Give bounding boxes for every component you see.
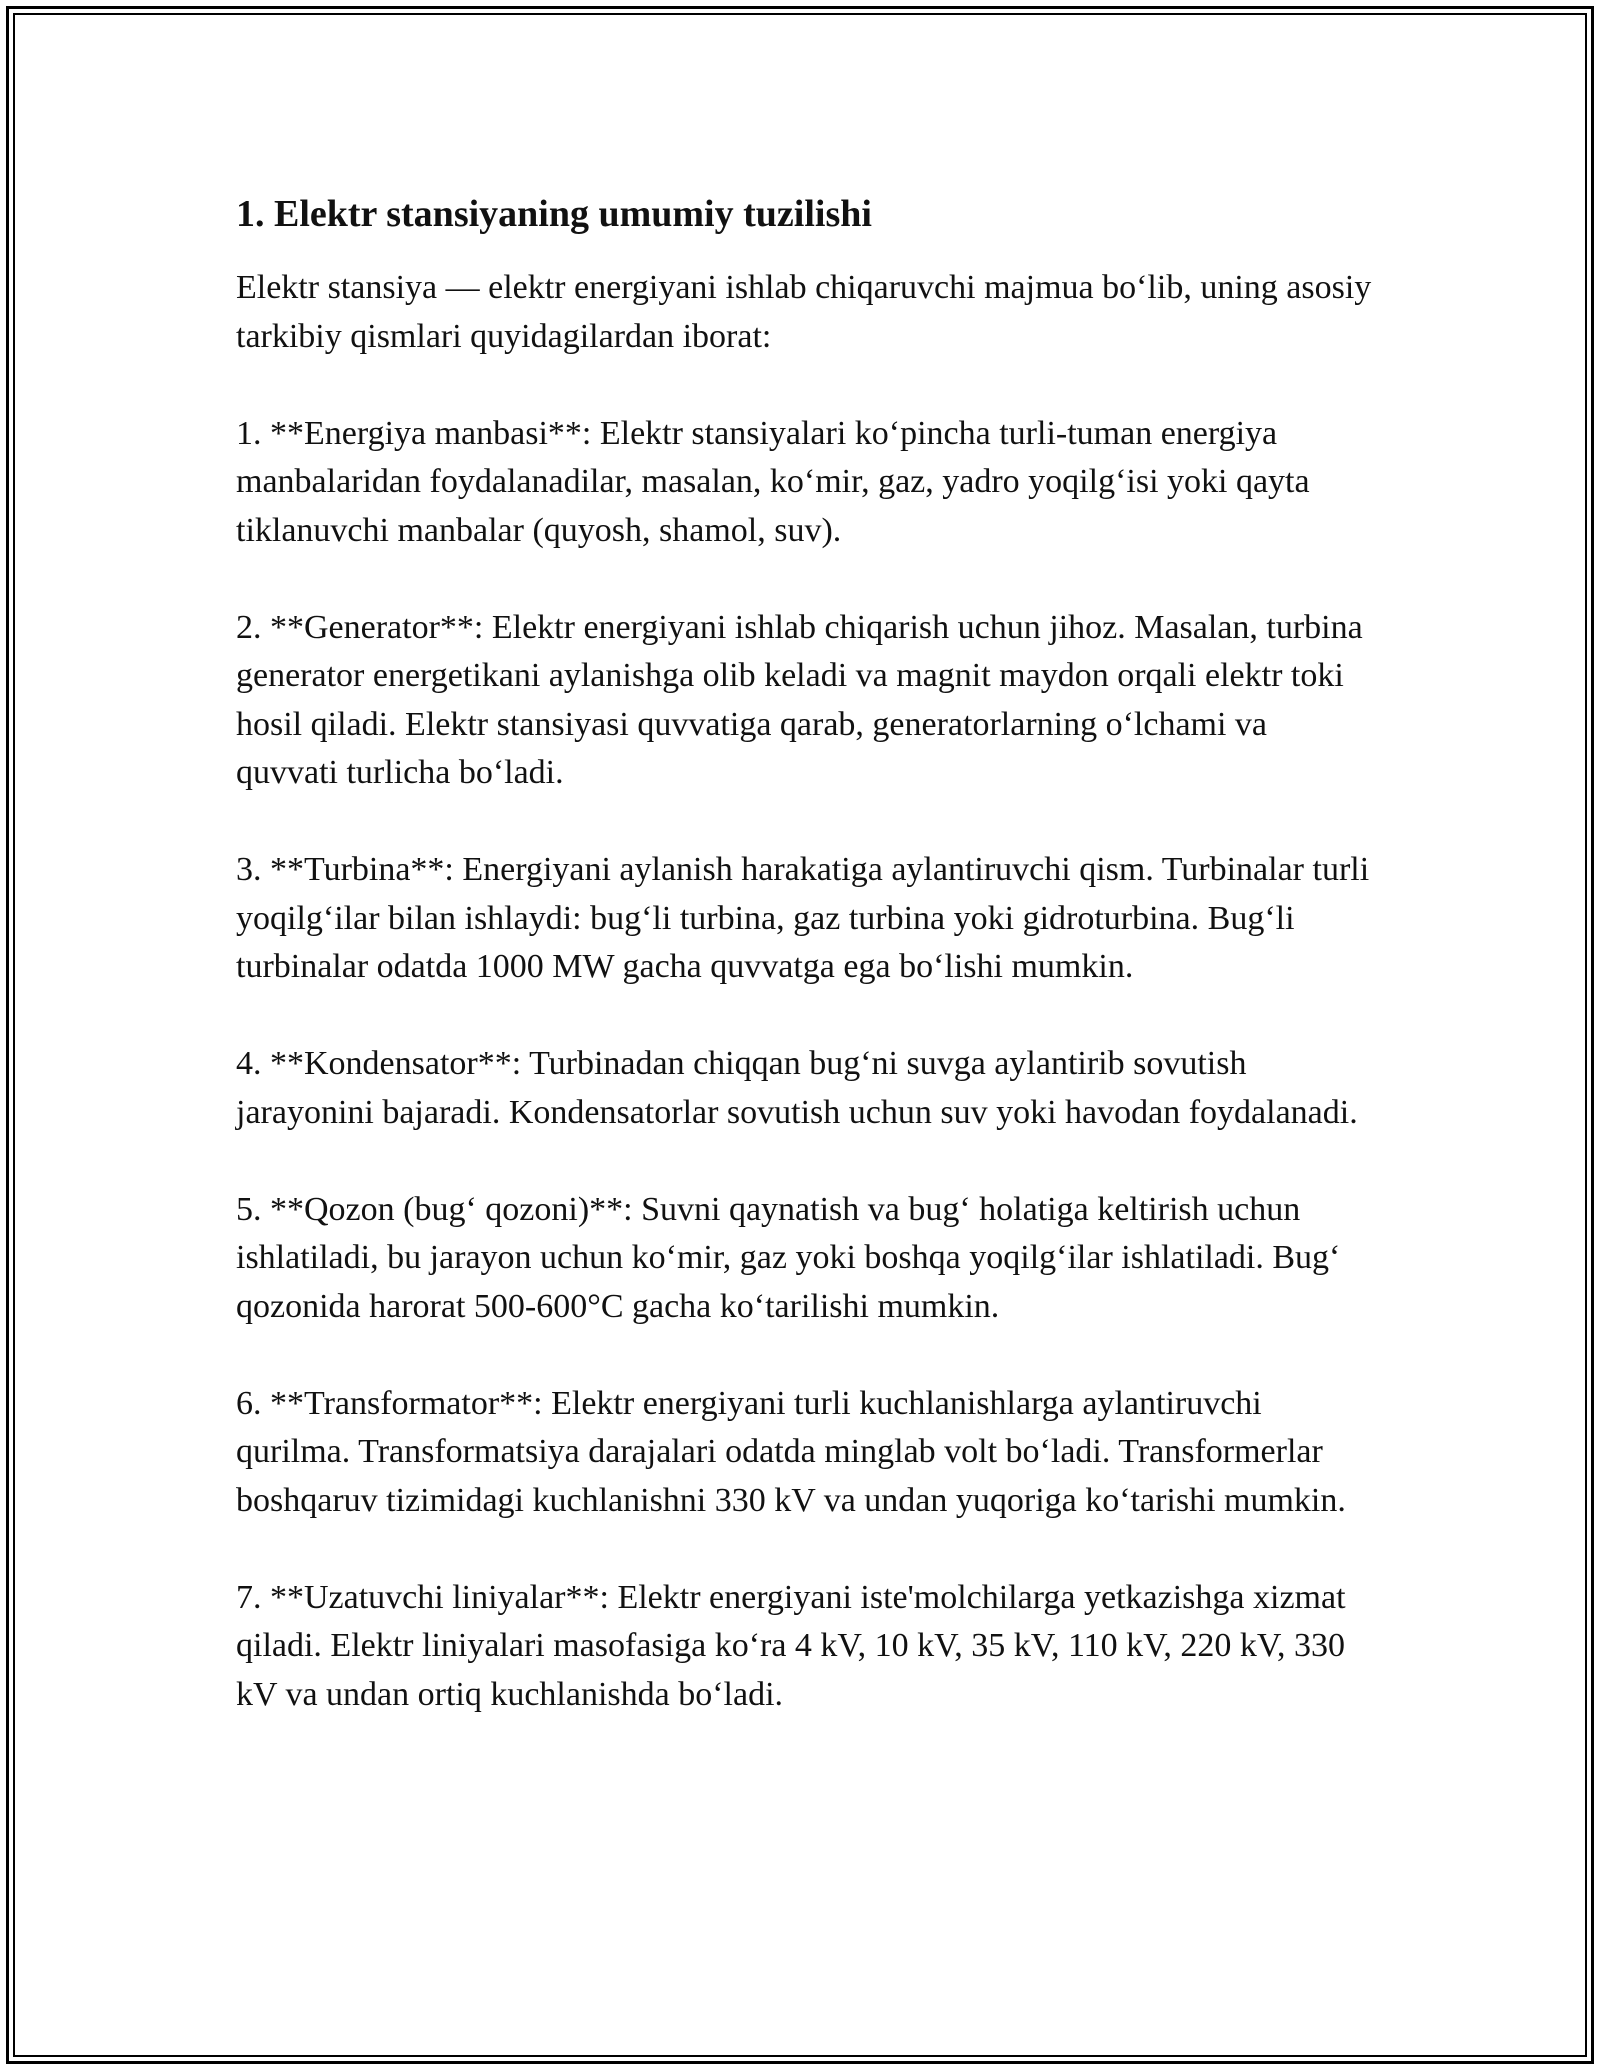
intro-paragraph: Elektr stansiya — elektr energiyani ishlab chiqaruvchi majmua bo‘lib, uning asosiy tarkibiy qismlari quyidagilardan iborat:: [236, 269, 1372, 355]
list-item-turbine: 3. **Turbina**: Energiyani aylanish harakatiga aylantiruvchi qism. Turbinalar turli yoqilg‘ilar bilan ishlaydi: bug‘li turbina, gaz turbina yoki gidroturbina. Bug‘li turbinalar odatda 1000 MW gacha quvvatga ega bo‘lishi mumkin.: [236, 851, 1370, 985]
list-item-energy-source: 1. **Energiya manbasi**: Elektr stansiyalari ko‘pincha turli-tuman energiya manbalaridan foydalanadilar, masalan, ko‘mir, gaz, yadro yoqilg‘isi yoki qayta tiklanuvchi manbalar (quyosh, shamol, suv).: [236, 414, 1310, 549]
list-item-boiler: 5. **Qozon (bug‘ qozoni)**: Suvni qaynatish va bug‘ holatiga keltirish uchun ishlatiladi, bu jarayon uchun ko‘mir, gaz yoki boshqa yoqilg‘ilar ishlatiladi. Bug‘ qozonida harorat 500-600°C gacha ko‘tarilishi mumkin.: [236, 1190, 1341, 1325]
list-item-condenser: 4. **Kondensator**: Turbinadan chiqqan bug‘ni suvga aylantirib sovutish jarayonini bajaradi. Kondensatorlar sovutish uchun suv yoki havodan foydalanadi.: [236, 1045, 1358, 1131]
document-title: 1. Elektr stansiyaning umumiy tuzilishi: [236, 193, 872, 235]
document-body: [236, 190, 1376, 1768]
list-item-generator: 2. **Generator**: Elektr energiyani ishlab chiqarish uchun jihoz. Masalan, turbina generator energetikani aylanishga olib keladi va magnit maydon orqali elektr toki hosil qiladi. Elektr stansiyasi quvvatiga qarab, generatorlarning o‘lchami va quvvati turlicha bo‘ladi.: [236, 608, 1363, 791]
list-item-transmission-lines: 7. **Uzatuvchi liniyalar**: Elektr energiyani iste'molchilarga yetkazishga xizmat qiladi. Elektr liniyalari masofasiga ko‘ra 4 kV, 10 kV, 35 kV, 110 kV, 220 kV, 330 kV va undan ortiq kuchlanishda bo‘ladi.: [236, 1578, 1346, 1713]
list-item-transformer: 6. **Transformator**: Elektr energiyani turli kuchlanishlarga aylantiruvchi qurilma. Transformatsiya darajalari odatda minglab volt bo‘ladi. Transformerlar boshqaruv tizimidagi kuchlanishni 330 kV va undan yuqoriga ko‘tarishi mumkin.: [236, 1384, 1346, 1519]
